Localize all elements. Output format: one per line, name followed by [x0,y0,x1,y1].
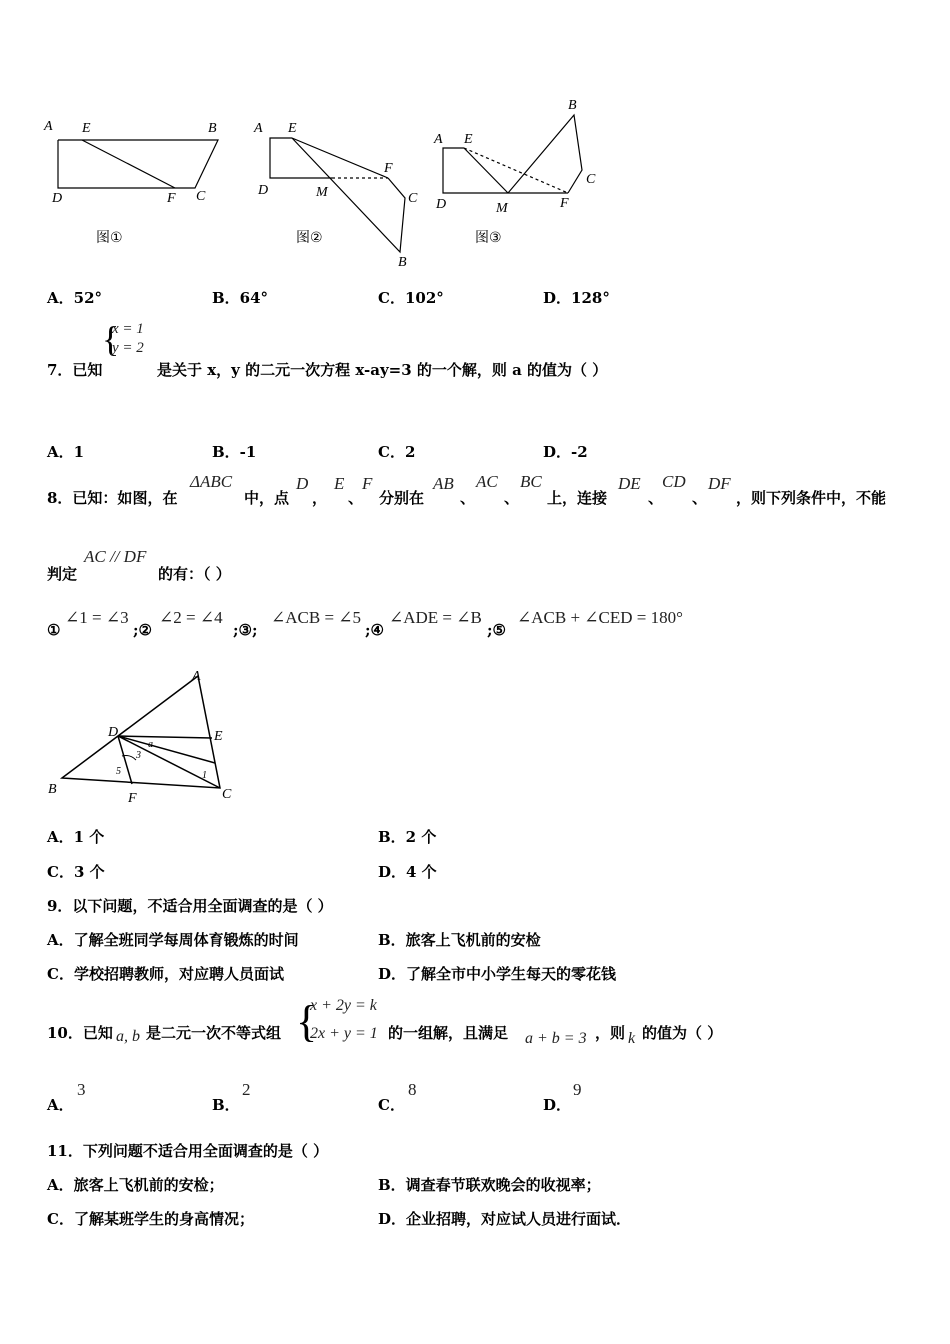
q6-option-c: C．102° [378,289,444,307]
q11-option-c: C．了解某班学生的身高情况； [47,1210,254,1228]
q8-number: 8．已知：如图，在 [47,489,178,507]
q8-seg-df: DF [708,474,731,493]
q10-option-c-letter: C． [378,1096,405,1114]
q8-triangle-abc [62,676,220,788]
fig2-label-c: C [408,191,418,206]
fig2-label-f: F [384,161,393,176]
q10-text-2: 的一组解，且满足 [388,1024,509,1042]
fig1-outline [58,140,218,188]
q8-option-a: A．1 个 [47,828,105,846]
q8-seg-bc: BC [520,472,542,491]
q7-option-b: B．-1 [212,443,257,461]
fig2-segment-ef [292,138,388,178]
q8-fig-angle-3: 3 [136,750,141,761]
fig2-label-b: B [398,255,407,270]
q8-text-1: 中，点 [244,489,290,507]
figure-3-diagram [428,95,608,225]
q8-point-e: E [334,474,345,493]
q10-text-3: ，则 [595,1024,626,1042]
fig1-label-f: F [167,191,176,206]
fig3-segment-em [464,148,508,193]
q10-option-d-letter: D． [543,1096,572,1114]
q8-cond-1: ∠1 = ∠3 [65,608,129,627]
fig3-label-e: E [464,132,473,147]
q8-point-f: F [362,474,373,493]
q8-sep-2: 、 [460,489,476,507]
q10-number: 10．已知 [47,1024,113,1042]
q9-option-c: C．学校招聘教师，对应聘人员面试 [47,965,284,983]
q8-cond-3-mark: ;③; [233,621,258,639]
q9-option-d: D．了解全市中小学生每天的零花钱 [378,965,617,983]
q10-option-d-value: 9 [573,1080,582,1099]
q8-cond-2-mark: ;② [133,621,152,639]
q6-option-b: B．64° [212,289,269,307]
q7-system-line-1: x = 1 [112,321,144,337]
q7-option-a: A．1 [47,443,85,461]
fig3-label-b: B [568,98,577,113]
q8-option-b: B．2 个 [378,828,437,846]
q10-system-line-2: 2x + y = 1 [310,1025,378,1042]
fig3-label-d: D [436,197,447,212]
q8-triangle: ΔABC [190,472,233,491]
q8-fig-label-b: B [48,782,57,797]
fig2-caption: 图② [296,230,323,246]
q7-option-d: D．-2 [543,443,588,461]
q8-cond-1-mark: ① [47,621,61,639]
fig3-label-f: F [560,196,569,211]
q8-text-2: 分别在 [379,489,425,507]
fig1-label-c: C [196,189,206,204]
fig3-label-a: A [434,132,443,147]
q7-number: 7．已知 [47,361,103,379]
q8-cond-3: ∠ACB = ∠5 [271,608,362,627]
q8-fig-label-a: A [192,669,201,684]
q8-parallel: AC // DF [84,547,147,566]
q8-fig-label-d: D [108,725,119,740]
q10-option-c-value: 8 [408,1080,417,1099]
fig2-label-a: A [254,121,263,136]
q10-condition: a + b = 3 [525,1030,587,1047]
q8-cond-4: ∠ADE = ∠B [389,608,482,627]
q8-point-d: D [296,474,309,493]
fig3-label-c: C [586,172,596,187]
q7-system-brace: { [102,319,120,359]
q8-seg-ac: AC [476,472,498,491]
q8-cond-2: ∠2 = ∠4 [159,608,223,627]
q8-comma: ， [312,489,328,507]
q9-option-a: A．了解全班同学每周体育锻炼的时间 [47,931,299,949]
q8-option-c: C．3 个 [47,863,105,881]
q11-option-b: B．调查春节联欢晚会的收视率； [378,1176,601,1194]
q8-text-6: 的有：（ ） [158,565,231,583]
q8-fig-label-e: E [214,729,223,744]
fig2-label-m: M [316,185,328,200]
q9-text: 9．以下问题，不适合用全面调查的是（ ） [47,897,333,915]
q10-text-1: 是二元一次不等式组 [146,1024,282,1042]
q8-sep-4: 、 [648,489,664,507]
fig2-label-d: D [258,183,269,198]
fig3-caption: 图③ [475,230,502,246]
q11-option-a: A．旅客上飞机前的安检； [47,1176,224,1194]
fig1-label-e: E [82,121,91,136]
q8-text-3: 上，连接 [547,489,608,507]
q8-seg-ab: AB [433,474,454,493]
fig1-label-b: B [208,121,217,136]
q6-option-a: A．52° [47,289,103,307]
q10-text-4: 的值为（ ） [642,1024,723,1042]
q8-fig-label-c: C [222,787,232,802]
q8-text-4: ，则下列条件中，不能 [736,489,887,507]
q7-text: 是关于 x，y 的二元一次方程 x-ay=3 的一个解，则 a 的值为（ ） [157,361,608,379]
q10-system-line-1: x + 2y = k [310,997,377,1014]
q8-sep-5: 、 [692,489,708,507]
q8-sep-3: 、 [504,489,520,507]
q8-triangle-figure [40,668,250,808]
fig3-fold [508,115,582,193]
q8-fig-label-f: F [128,791,137,806]
q10-k: k [628,1030,636,1047]
q8-sep-1: 、 [348,489,364,507]
q10-option-b-value: 2 [242,1080,251,1099]
q6-option-d: D．128° [543,289,610,307]
q11-text: 11．下列问题不适合用全面调查的是（ ） [47,1142,329,1160]
q8-fig-angle-a: a [148,739,153,750]
q7-option-c: C．2 [378,443,416,461]
q8-fig-angle-1: 1 [202,770,207,781]
q8-seg-d2 [118,736,215,763]
q8-seg-de-line [118,736,212,738]
q10-option-a-value: 3 [77,1080,86,1099]
q10-system-brace: { [296,997,318,1046]
fig2-outline [270,138,332,178]
q9-option-b: B．旅客上飞机前的安检 [378,931,541,949]
fig1-caption: 图① [96,230,123,246]
q10-option-b-letter: B． [212,1096,240,1114]
fig1-segment-ef [82,140,175,188]
figure-1-diagram [40,110,240,250]
q8-option-d: D．4 个 [378,863,437,881]
q11-option-d: D．企业招聘，对应试人员进行面试． [378,1210,632,1228]
q8-seg-de: DE [618,474,641,493]
fig3-outline [443,148,568,193]
q8-cond-5: ∠ACB + ∠CED = 180° [517,608,683,627]
q10-option-a-letter: A． [47,1096,74,1114]
q8-cond-4-mark: ;④ [365,621,384,639]
fig1-label-d: D [52,191,63,206]
fig1-label-a: A [44,119,53,134]
fig3-label-m: M [496,201,508,216]
q7-system-line-2: y = 2 [112,340,144,356]
q10-ab: a, b [116,1028,140,1045]
q8-text-5: 判定 [47,565,78,583]
q8-fig-angle-5: 5 [116,766,121,777]
fig3-dashed [464,148,568,193]
q8-seg-cd: CD [662,472,686,491]
q8-cond-5-mark: ;⑤ [487,621,506,639]
fig2-label-e: E [288,121,297,136]
figure-2-diagram [250,110,430,275]
